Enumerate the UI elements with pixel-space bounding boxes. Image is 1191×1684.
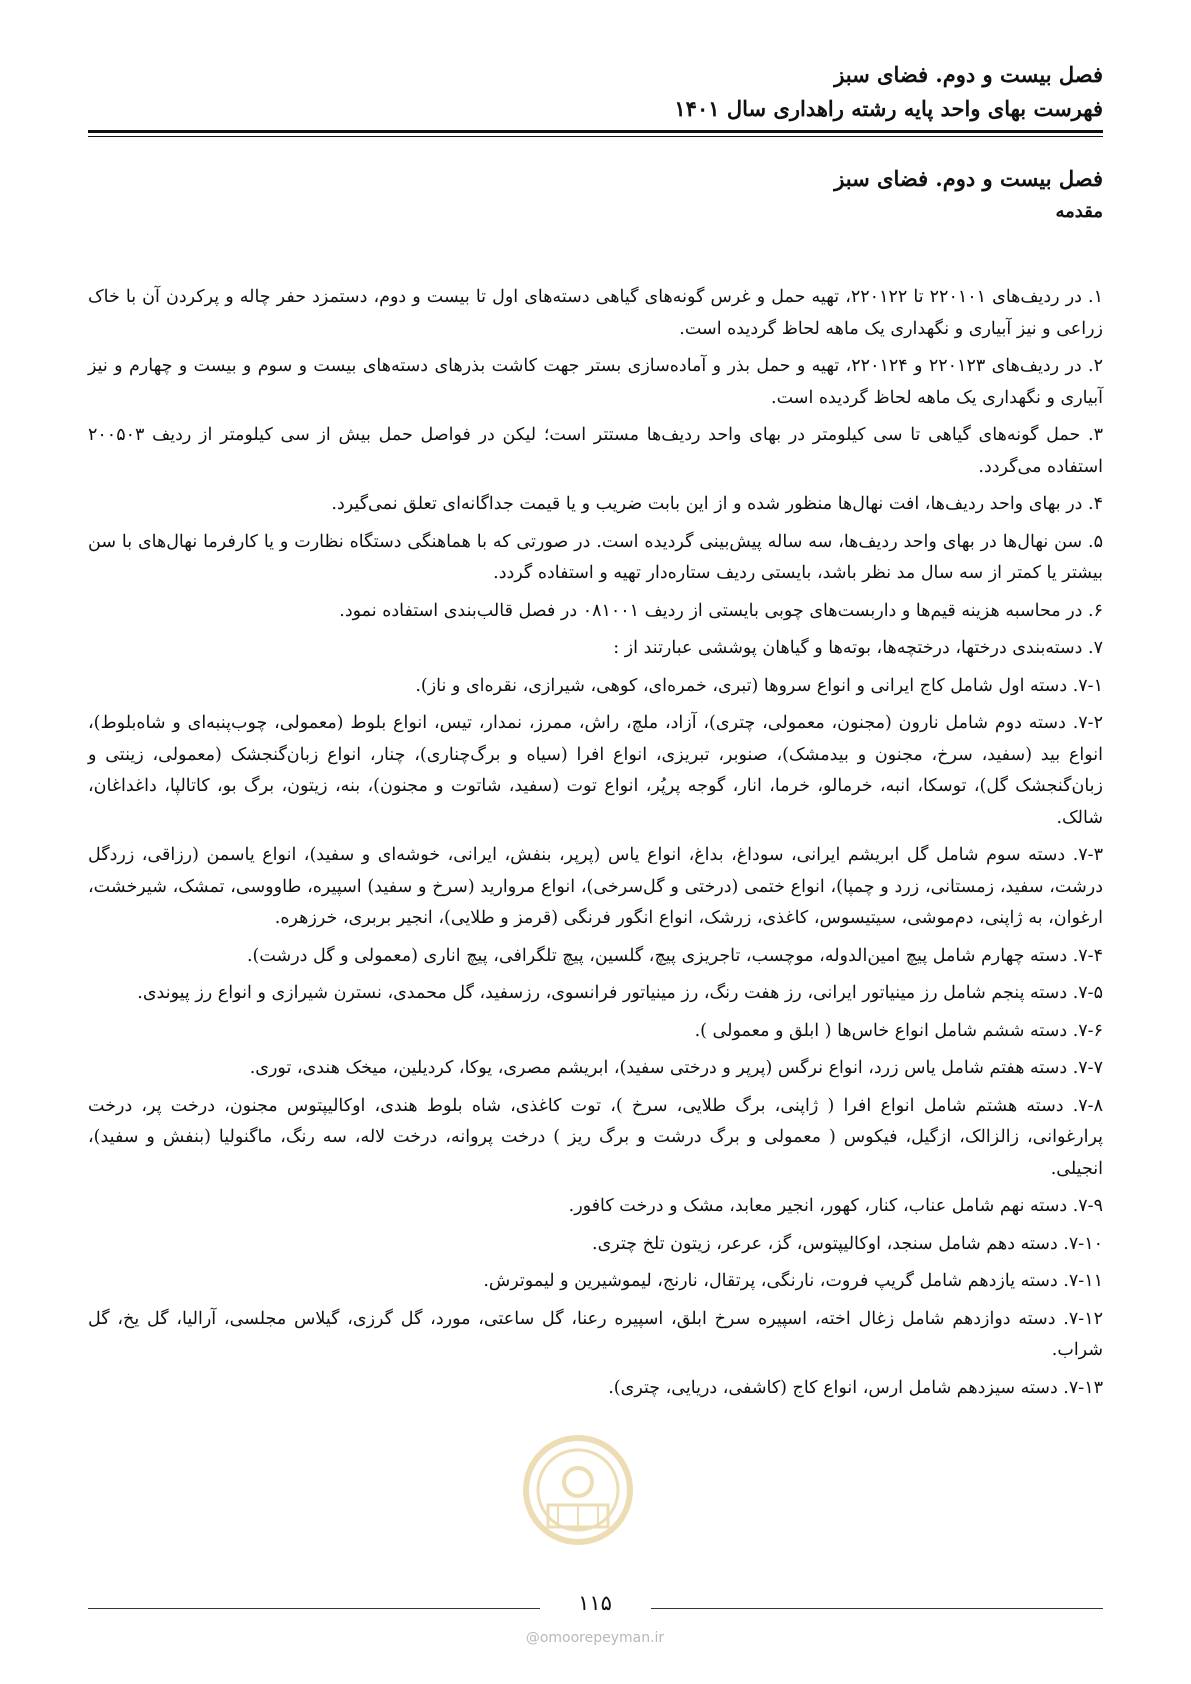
header-chapter-title: فصل بیست و دوم. فضای سبز bbox=[834, 62, 1103, 87]
paragraph: ۷-۵. دسته پنجم شامل رز مینیاتور ایرانی، رز هفت رنگ، رز مینیاتور فرانسوی، رزسفید، گل محمدی، نسترن شیرازی و انواع رز پیوندی. bbox=[137, 983, 1103, 1003]
paragraph: ۷-۱۳. دسته سیزدهم شامل ارس، انواع کاج (کاشفی، دریایی، چتری). bbox=[608, 1377, 1103, 1398]
footer-divider-right bbox=[651, 1608, 1103, 1609]
watermark-logo-icon bbox=[518, 1420, 638, 1550]
paragraph: ۳. حمل گونه‌های گیاهی تا سی کیلومتر در بهای واحد ردیف‌ها مستتر است؛ لیکن در فواصل حمل بیش از سی کیلومتر از ردیف ۲۰۰۵۰۳ استفاده می‌گردد. bbox=[88, 425, 1103, 477]
paragraph: ۷-۱۰. دسته دهم شامل سنجد، اوکالیپتوس، گز، عرعر، زیتون تلخ چتری. bbox=[592, 1233, 1103, 1254]
paragraph: ۷-۹. دسته نهم شامل عناب، کنار، کهور، انجیر معابد، مشک و درخت کافور. bbox=[568, 1196, 1103, 1216]
paragraph: ۱. در ردیف‌های ۲۲۰۱۰۱ تا ۲۲۰۱۲۲، تهیه حمل و غرس گونه‌های گیاهی دسته‌های اول تا بیست و دوم، دستمزد حفر چاله و پرکردن آن با خاک زراعی و نیز آبیاری و نگهداری یک ماهه لحاظ گردیده است. bbox=[88, 287, 1104, 339]
header-divider-thick bbox=[88, 130, 1103, 133]
paragraph: ۲. در ردیف‌های ۲۲۰۱۲۳ و ۲۲۰۱۲۴، تهیه و حمل بذر و آماده‌سازی بستر جهت کاشت بذرهای دسته‌های بیست و سوم و بیست و چهارم و نیز آبیاری و نگهداری یک ماهه لحاظ گردیده است. bbox=[88, 356, 1104, 408]
paragraph: ۷. دسته‌بندی درختها، درختچه‌ها، بوته‌ها و گیاهان پوششی عبارتند از : bbox=[613, 638, 1103, 658]
paragraph: ۷-۱۲. دسته دوازدهم شامل زغال اخته، اسپیره سرخ ابلق، اسپیره رعنا، گل ساعتی، مورد، گل گرزی، گیلاس مجلسی، آرالیا، گل یخ، گل شراب. bbox=[88, 1308, 1103, 1360]
section-title: فصل بیست و دوم. فضای سبز bbox=[834, 166, 1103, 191]
paragraph: ۷-۲. دسته دوم شامل نارون (مجنون، معمولی، چتری)، آزاد، ملچ، راش، ممرز، نمدار، تیس، انواع بلوط (معمولی، چوب‌پنبه‌ای و شاه‌بلوط)، انواع بید (سفید، سرخ، مجنون و بیدمشک)، صنوبر، تبریزی، انواع افرا (سیاه و برگ‌چناری)، چنار، انواع زبان‌گنجشک (معمولی، زینتی و زبان‌گنجشک گل)، توسکا، انبه، خرمالو، خرما، انار، گوجه پرپُر، انواع توت (سفید، شاتوت و مجنون)، بنه، زیتون، برگ بو، کاتالپا، داغداغان، شالک. bbox=[88, 713, 1103, 828]
paragraph: ۷-۷. دسته هفتم شامل یاس زرد، انواع نرگس (پرپر و درختی سفید)، ابریشم مصری، یوکا، کردیلین، میخک هندی، توری. bbox=[249, 1058, 1103, 1078]
section-heading bbox=[88, 162, 1103, 228]
footer-divider-left bbox=[88, 1608, 540, 1609]
paragraph: ۷-۱. دسته اول شامل کاج ایرانی و انواع سروها (تبری، خمره‌ای، کوهی، شیرازی، نقره‌ای و ناز). bbox=[415, 675, 1103, 696]
header-divider-thin bbox=[88, 136, 1103, 137]
header-document-title: فهرست بهای واحد پایه رشته راهداری سال ۱۴۰۱ bbox=[674, 96, 1103, 121]
paragraph: ۷-۸. دسته هشتم شامل انواع افرا ( ژاپنی، برگ طلایی، سرخ )، توت کاغذی، شاه بلوط هندی، اوکالیپتوس مجنون، درخت پر، درخت پرارغوانی، زالزالک، ازگیل، فیکوس ( معمولی و برگ درشت و برگ ریز ) درخت پروانه، درخت لاله، سه رنگ، ماگنولیا (بنفش و سفید)، انجیلی. bbox=[88, 1095, 1103, 1179]
body-text bbox=[88, 282, 1103, 1410]
paragraph: ۷-۶. دسته ششم شامل انواع خاس‌ها ( ابلق و معمولی ). bbox=[694, 1020, 1103, 1041]
paragraph: ۵. سن نهال‌ها در بهای واحد ردیف‌ها، سه ساله پیش‌بینی گردیده است. در صورتی که با هماهنگی دستگاه نظارت و یا کارفرما نهال‌های با سن بیشتر یا کمتر از سه سال مد نظر باشد، بایستی ردیف ستاره‌دار تهیه و استفاده گردد. bbox=[88, 531, 1103, 583]
page-header bbox=[88, 58, 1103, 126]
section-subtitle: مقدمه bbox=[1055, 201, 1103, 222]
paragraph: ۴. در بهای واحد ردیف‌ها، افت نهال‌ها منظور شده و از این بابت ضریب و یا قیمت جداگانه‌ای تعلق نمی‌گیرد. bbox=[331, 494, 1103, 514]
paragraph: ۶. در محاسبه هزینه قیم‌ها و داربست‌های چوبی بایستی از ردیف ۰۸۱۰۰۱ در فصل قالب‌بندی استفاده نمود. bbox=[339, 600, 1103, 621]
paragraph: ۷-۳. دسته سوم شامل گل ابریشم ایرانی، سوداغ، بداغ، انواع یاس (پرپر، بنفش، ایرانی، خوشه‌ای و سفید)، انواع یاسمن (رزاقی، زردگل درشت، سفید، زمستانی، زرد و چمپا)، انواع ختمی (درختی و گل‌سرخی)، انواع مروارید (سرخ و سفید) اسپیره، طاووسی، تمشک، شیرخشت، ارغوان، به ژاپنی، دم‌موشی، سیتیسوس، کاغذی، زرشک، انواع انگور فرنگی (قرمز و طلایی)، انجیر بربری، خرزهره. bbox=[88, 845, 1103, 928]
watermark-text: @omoorepeyman.ir bbox=[525, 1630, 665, 1646]
page-number: ۱۱۵ bbox=[578, 1591, 612, 1615]
paragraph: ۷-۴. دسته چهارم شامل پیچ امین‌الدوله، موچسب، تاجریزی پیچ، گلسین، پیچ تلگرافی، پیچ اناری (معمولی و گل درشت). bbox=[246, 945, 1103, 966]
paragraph: ۷-۱۱. دسته یازدهم شامل گریپ فروت، نارنگی، پرتقال، نارنج، لیموشیرین و لیموترش. bbox=[483, 1271, 1103, 1291]
